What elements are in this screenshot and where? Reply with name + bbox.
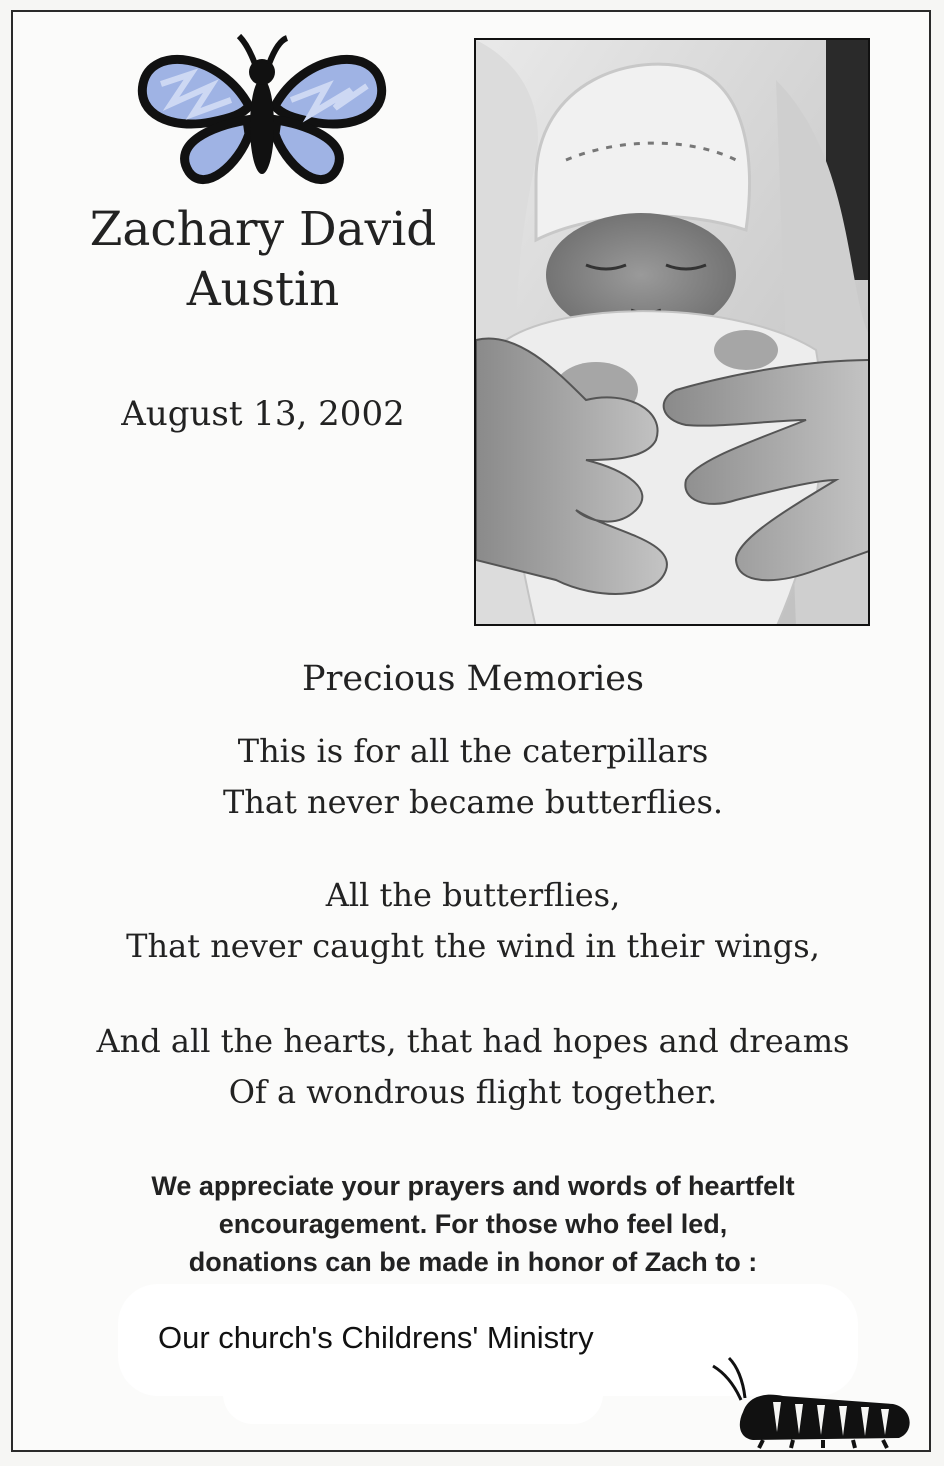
poem-line: All the butterflies, — [325, 876, 621, 914]
poem-title: Precious Memories — [302, 659, 644, 699]
poem-line: Of a wondrous flight together. — [228, 1073, 718, 1111]
child-name — [53, 200, 473, 320]
message-line: We appreciate your prayers and words of heartfelt — [151, 1171, 795, 1201]
poem-stanza-3 — [53, 1016, 893, 1118]
caterpillar-icon — [703, 1352, 918, 1452]
poem-line: This is for all the caterpillars — [237, 732, 709, 770]
message-line: encouragement. For those who feel led, — [218, 1209, 728, 1239]
poem-line: And all the hearts, that had hopes and dreams — [96, 1022, 850, 1060]
name-line-2: Austin — [186, 262, 340, 317]
baby-photo — [474, 38, 870, 626]
poem-stanza-1 — [53, 726, 893, 828]
message-line: donations can be made in honor of Zach to : — [188, 1247, 758, 1277]
memorial-card — [11, 10, 931, 1452]
poem-line: That never became butterflies. — [222, 783, 724, 821]
donation-recipient: Our church's Childrens' Ministry — [158, 1320, 594, 1355]
thank-you-message — [53, 1167, 893, 1281]
poem-stanza-2 — [53, 870, 893, 972]
name-line-1: Zachary David — [89, 202, 437, 257]
poem-line: That never caught the wind in their wings, — [126, 927, 820, 965]
butterfly-icon — [131, 34, 393, 192]
redaction-patch — [223, 1364, 603, 1424]
birth-date: August 13, 2002 — [121, 394, 405, 434]
